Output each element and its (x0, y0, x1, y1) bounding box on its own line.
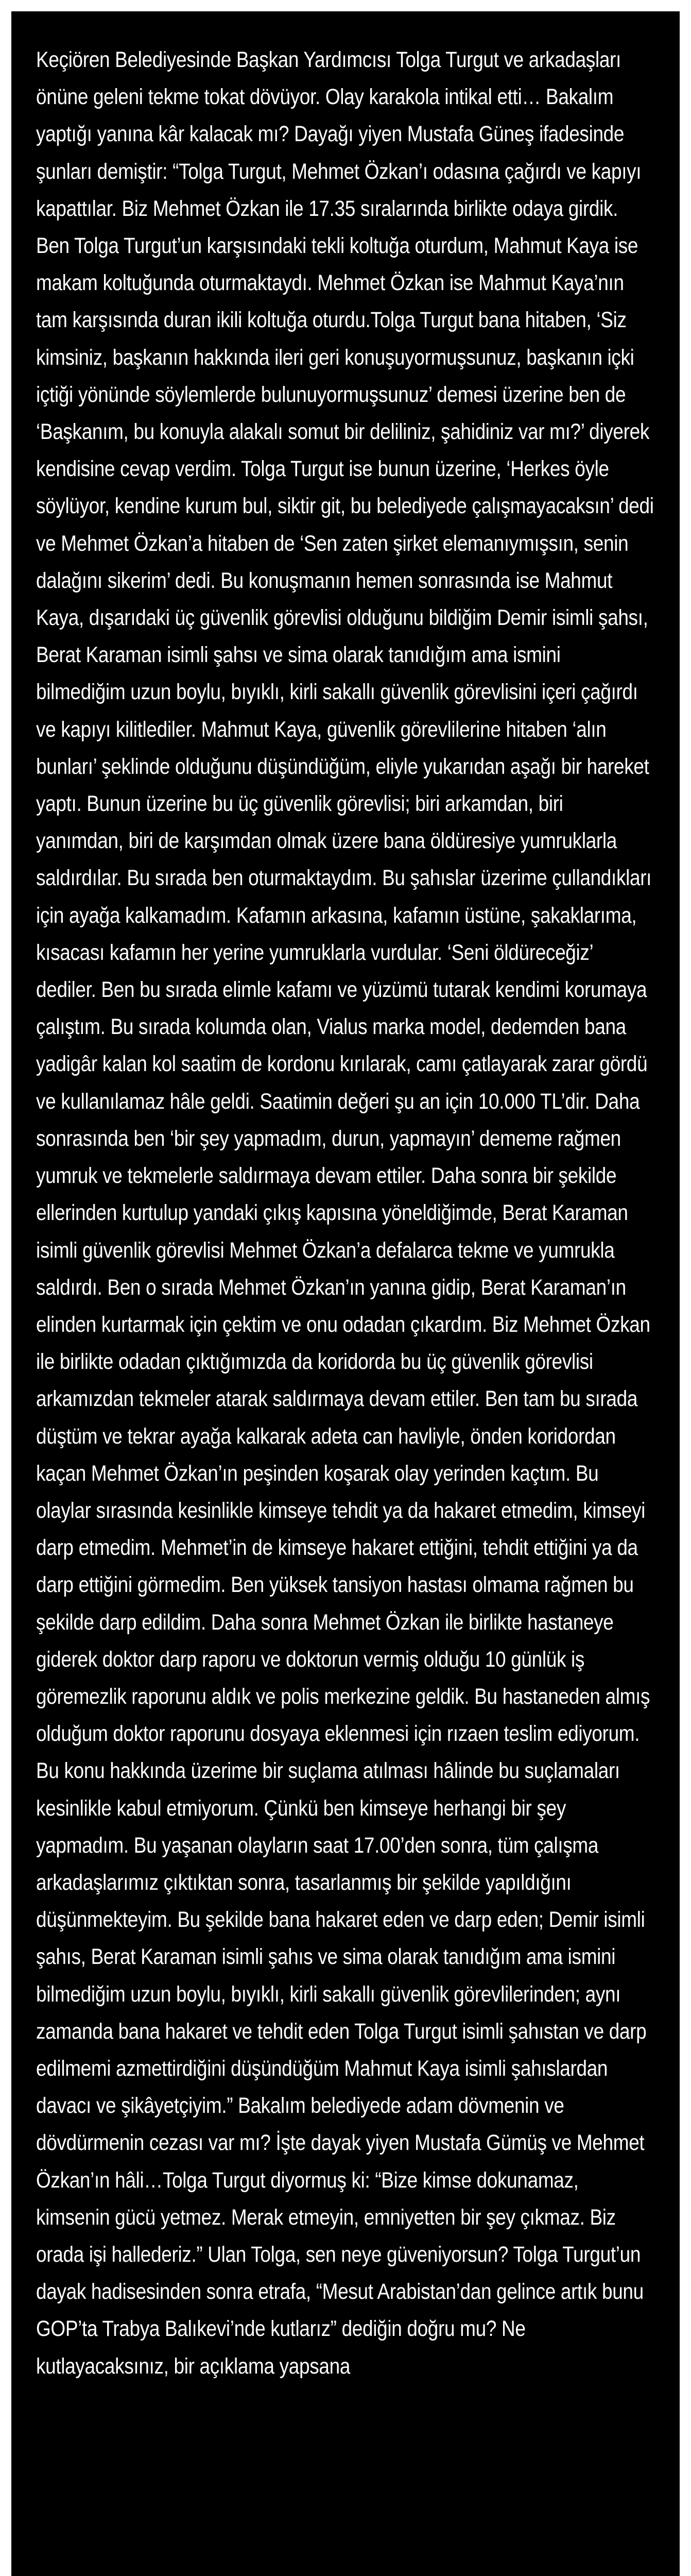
article-panel (11, 11, 680, 2576)
article-body-text: Keçiören Belediyesinde Başkan Yardımcısı Tolga Turgut ve arkadaşları önüne geleni tekme tokat dövüyor. Olay karakola intikal etti… Bakalım yaptığı yanına kâr kalacak mı? Dayağı yiyen Mustafa Güneş ifadesinde şunları demiştir: “Tolga Turgut, Mehmet Özkan’ı odasına çağırdı ve kapıyı kapattılar. Biz Mehmet Özkan ile 17.35 sıralarında birlikte odaya girdik. Ben Tolga Turgut’un karşısındaki tekli koltuğa oturdum, Mahmut Kaya ise makam koltuğunda oturmaktaydı. Mehmet Özkan ise Mahmut Kaya’nın tam karşısında duran ikili koltuğa oturdu.Tolga Turgut bana hitaben, ‘Siz kimsiniz, başkanın hakkında ileri geri konuşuyormuşsunuz, başkanın içki içtiği yönünde söylemlerde bulunuyormuşsunuz’ demesi üzerine ben de ‘Başkanım, bu konuyla alakalı somut bir deliliniz, şahidiniz var mı?’ diyerek kendisine cevap verdim. Tolga Turgut ise bunun üzerine, ‘Herkes öyle söylüyor, kendine kurum bul, siktir git, bu belediyede çalışmayacaksın’ dedi ve Mehmet Özkan’a hitaben de ‘Sen zaten şirket elemanıymışsın, senin dalağını sikerim’ dedi. Bu konuşmanın hemen sonrasında ise Mahmut Kaya, dışarıdaki üç güvenlik görevlisi olduğunu bildiğim Demir isimli şahsı, Berat Karaman isimli şahsı ve sima olarak tanıdığım ama ismini bilmediğim uzun boylu, bıyıklı, kirli sakallı güvenlik görevlisini içeri çağırdı ve kapıyı kilitlediler. Mahmut Kaya, güvenlik görevlilerine hitaben ‘alın bunları’ şeklinde olduğunu düşündüğüm, eliyle yukarıdan aşağı bir hareket yaptı. Bunun üzerine bu üç güvenlik görevlisi; biri arkamdan, biri yanımdan, biri de karşımdan olmak üzere bana öldüresiye yumruklarla saldırdılar. Bu sırada ben oturmaktaydım. Bu şahıslar üzerime çullandıkları için ayağa kalkamadım. Kafamın arkasına, kafamın üstüne, şakaklarıma, kısacası kafamın her yerine yumruklarla vurdular. ‘Seni öldüreceğiz’ dediler. Ben bu sırada elimle kafamı ve yüzümü tutarak kendimi korumaya çalıştım. Bu sırada kolumda olan, Vialus marka model, dedemden bana yadigâr kalan kol saatim de kordonu kırılarak, camı çatlayarak zarar gördü ve kullanılamaz hâle geldi. Saatimin değeri şu an için 10.000 TL’dir. Daha sonrasında ben ‘bir şey yapmadım, durun, yapmayın’ dememe rağmen yumruk ve tekmelerle saldırmaya devam ettiler. Daha sonra bir şekilde ellerinden kurtulup yandaki çıkış kapısına yöneldiğimde, Berat Karaman isimli güvenlik görevlisi Mehmet Özkan’a defalarca tekme ve yumrukla saldırdı. Ben o sırada Mehmet Özkan’ın yanına gidip, Berat Karaman’ın elinden kurtarmak için çektim ve onu odadan çıkardım. Biz Mehmet Özkan ile birlikte odadan çıktığımızda da koridorda bu üç güvenlik görevlisi arkamızdan tekmeler atarak saldırmaya devam ettiler. Ben tam bu sırada düştüm ve tekrar ayağa kalkarak adeta can havliyle, önden koridordan kaçan Mehmet Özkan’ın peşinden koşarak olay yerinden kaçtım. Bu olaylar sırasında kesinlikle kimseye tehdit ya da hakaret etmedim, kimseyi darp etmedim. Mehmet’in de kimseye hakaret ettiğini, tehdit ettiğini ya da darp ettiğini görmedim. Ben yüksek tansiyon hastası olmama rağmen bu şekilde darp edildim. Daha sonra Mehmet Özkan ile birlikte hastaneye giderek doktor darp raporu ve doktorun vermiş olduğu 10 günlük iş göremezlik raporunu aldık ve polis merkezine geldik. Bu hastaneden almış olduğum doktor raporunu dosyaya eklenmesi için rızaen teslim ediyorum. Bu konu hakkında üzerime bir suçlama atılması hâlinde bu suçlamaları kesinlikle kabul etmiyorum. Çünkü ben kimseye herhangi bir şey yapmadım. Bu yaşanan olayların saat 17.00’den sonra, tüm çalışma arkadaşlarımız çıktıktan sonra, tasarlanmış bir şekilde yapıldığını düşünmekteyim. Bu şekilde bana hakaret eden ve darp eden; Demir isimli şahıs, Berat Karaman isimli şahıs ve sima olarak tanıdığım ama ismini bilmediğim uzun boylu, bıyıklı, kirli sakallı güvenlik görevlilerinden; aynı zamanda bana hakaret ve tehdit eden Tolga Turgut isimli şahıstan ve darp edilmemi azmettirdiğini düşündüğüm Mahmut Kaya isimli şahıslardan davacı ve şikâyetçiyim.” Bakalım belediyede adam dövmenin ve dövdürmenin cezası var mı? İşte dayak yiyen Mustafa Gümüş ve Mehmet Özkan’ın hâli…Tolga Turgut diyormuş ki: “Bize kimse dokunamaz, kimsenin gücü yetmez. Merak etmeyin, emniyetten bir şey çıkmaz. Biz orada işi hallederiz.” Ulan Tolga, sen neye güveniyorsun? Tolga Turgut’un dayak hadisesinden sonra etrafa, “Mesut Arabistan’dan gelince artık bunu GOP’ta Trabya Balıkevi’nde kutlarız” dediğin doğru mu? Ne kutlayacaksınız, bir açıklama yapsana (36, 47, 654, 2379)
